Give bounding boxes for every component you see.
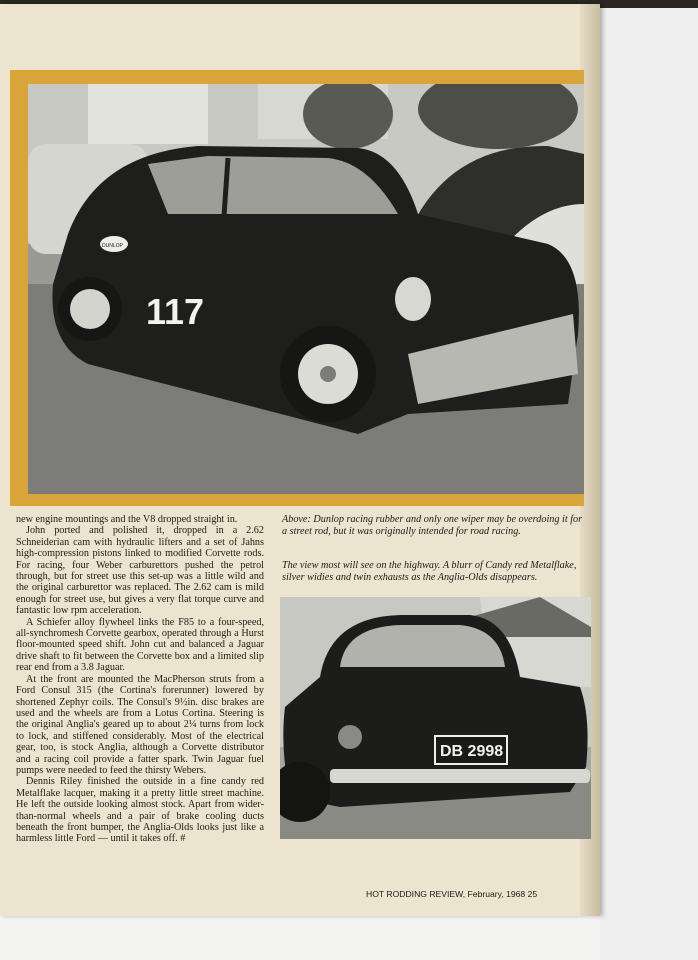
paragraph-4: At the front are mounted the MacPherson struts from a Ford Consul 315 (the Cortina's forerunner) lowered by shortened Zephyr coils. The Consul's 9½in. disc brakes are used and the wheels are from a Lotus Cortina. Steering is the original Anglia's geared up to about 2¼ turns from lock to lock, and stiffened considerably. Most of the electrical gear, too, is stock Anglia, although a Corvette distributor and a racing coil provide a fatter spark. Twin Jaguar fuel pumps were needed to feed the thirsty Webers. (16, 673, 264, 776)
article-text-column (16, 514, 264, 845)
paragraph-5: Dennis Riley finished the outside in a fine candy red Metalflake lacquer, making it a pretty little street machine. He left the outside looking almost stock. Apart from wider-than-normal wheels and a pair of brake cooling ducts beneath the front bumper, the Anglia-Olds looks just like a harmless little Ford — until it takes off. # (16, 776, 264, 845)
paragraph-1: new engine mountings and the V8 dropped straight in. (16, 514, 238, 525)
car-photo-front (28, 84, 584, 494)
tire-brand: DUNLOP (102, 243, 123, 249)
caption-above: Above: Dunlop racing rubber and only one wiper may be overdoing it for a street rod, but it was originally intended for road racing. (282, 514, 583, 537)
car-photo-rear (280, 597, 591, 839)
license-plate: DB 2998 (440, 743, 504, 760)
background-right (600, 0, 698, 960)
paragraph-2: John ported and polished it, dropped in a 2.62 Schneiderian cam with hydraulic lifters and a set of Jahns high-compression pistons linked to modified Corvette rods. For racing, four Weber carburettors pushed the petrol through, but for street use this set-up was a little wild and the original carburettor was replaced. The 2.62 cam is mild enough for street use, but gives a very flat torque curve and fantastic low rpm acceleration. (16, 525, 264, 617)
caption-highway: The view most will see on the highway. A blurr of Candy red Metalflake, silver widies and twin exhausts as the Anglia-Olds disappears. (282, 560, 577, 583)
paragraph-3: A Schiefer alloy flywheel links the F85 to a four-speed, all-synchromesh Corvette gearbox, operated through a Hurst floor-mounted speed shift. John cut and balanced a Jaguar drive shaft to fit between the Corvette box and a limited slip rear end from a 3.8 Jaguar. (16, 616, 264, 674)
race-number: 117 (146, 291, 205, 332)
page-footer: HOT RODDING REVIEW, February, 1968 25 (366, 889, 538, 899)
